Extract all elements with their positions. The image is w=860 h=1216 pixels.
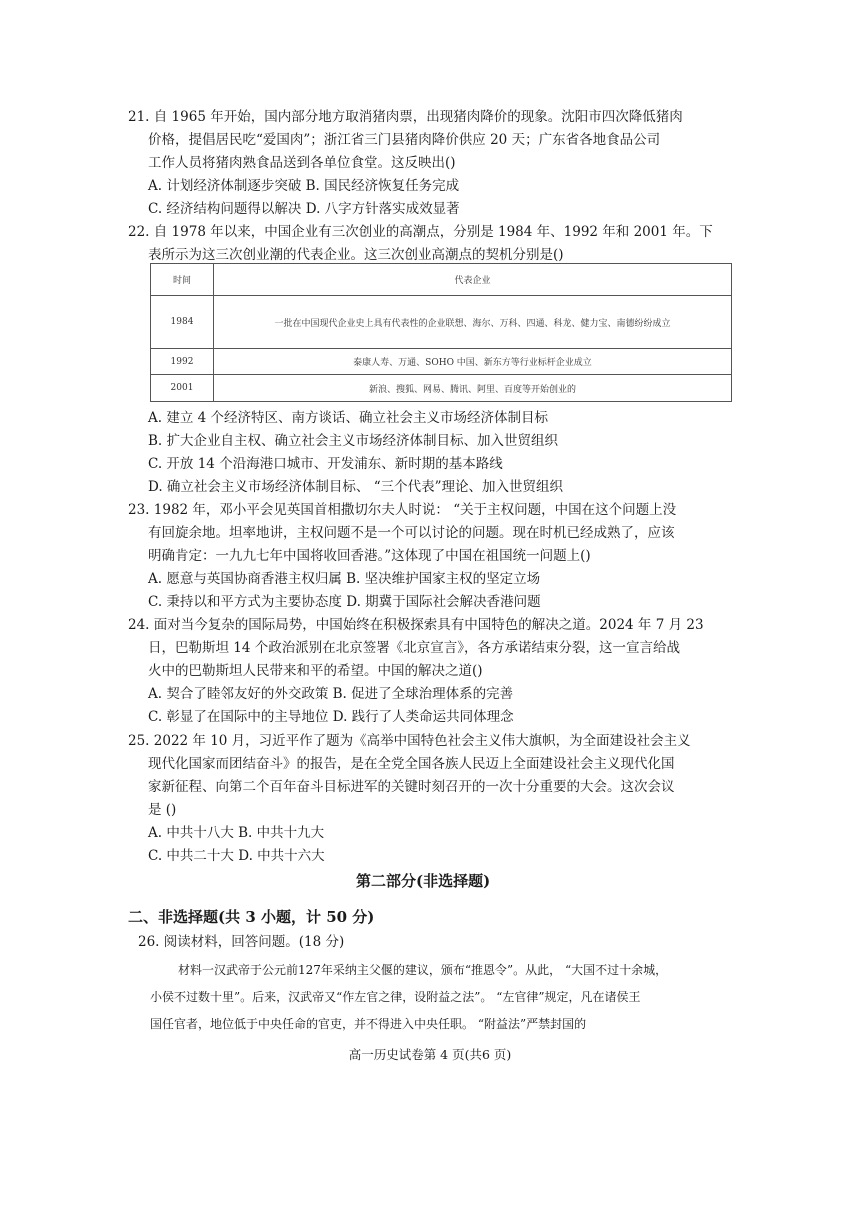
q25-stem-line-1: 25. 2022 年 10 月，习近平作了题为《高举中国特色社会主义伟大旗帜，为全面建设社会主义 bbox=[128, 733, 691, 749]
table-header-time: 时间 bbox=[151, 264, 214, 296]
q22-option-c: C. 开放 14 个沿海港口城市、开发浦东、新时期的基本路线 bbox=[148, 456, 503, 472]
q26-material-line-2: 小侯不过数十里”。后来，汉武帝又“作左官之律，设附益之法”。 “左官律”规定，凡在诸侯王 bbox=[150, 990, 641, 1004]
q21-stem-line-3: 工作人员将猪肉熟食品送到各单位食堂。这反映出() bbox=[148, 155, 456, 171]
q24-stem-line-1: 24. 面对当今复杂的国际局势，中国始终在积极探索具有中国特色的解决之道。2024 年 7 月 23 bbox=[128, 617, 704, 633]
q25-option-cd: C. 中共二十大 D. 中共十六大 bbox=[148, 848, 325, 864]
q25-stem-line-2: 现代化国家而团结奋斗》的报告，是在全党全国各族人民迈上全面建设社会主义现代化国 bbox=[148, 756, 675, 772]
page-footer: 高一历史试卷第 4 页(共6 页) bbox=[348, 1047, 512, 1062]
q21-stem-line-1: 21. 自 1965 年开始，国内部分地方取消猪肉票，出现猪肉降价的现象。沈阳市四次降低猪肉 bbox=[128, 109, 683, 125]
q21-option-ab: A. 计划经济体制逐步突破 B. 国民经济恢复任务完成 bbox=[148, 178, 460, 194]
table-header-row bbox=[151, 264, 732, 296]
q24-stem-line-3: 火中的巴勒斯坦人民带来和平的希望。中国的解决之道() bbox=[148, 663, 483, 679]
table-cell-year: 1984 bbox=[151, 296, 214, 349]
q22-option-b: B. 扩大企业自主权、确立社会主义市场经济体制目标、加入世贸组织 bbox=[148, 433, 559, 449]
q26-material-line-3: 国任官者，地位低于中央任命的官吏，并不得进入中央任职。 “附益法”严禁封国的 bbox=[150, 1017, 587, 1031]
q23-stem-line-3: 明确肯定：一九九七年中国将收回香港。”这体现了中国在祖国统一问题上() bbox=[148, 548, 591, 564]
section-two-title: 二、非选择题(共 3 小题，计 50 分) bbox=[128, 908, 375, 926]
table-cell-year: 1992 bbox=[151, 349, 214, 375]
q23-stem-line-2: 有回旋余地。坦率地讲，主权问题不是一个可以讨论的问题。现在时机已经成熟了，应该 bbox=[148, 525, 675, 541]
table-header-enterprises: 代表企业 bbox=[214, 264, 732, 296]
q22-stem-line-1: 22. 自 1978 年以来，中国企业有三次创业的高潮点，分别是 1984 年、1992 年和 2001 年。下 bbox=[128, 224, 713, 240]
q26-material-line-1: 材料一汉武帝于公元前127年采纳主父偃的建议，颁布“推恩令”。从此， “大国不过十余城， bbox=[178, 963, 668, 977]
q24-stem-line-2: 日，巴勒斯坦 14 个政治派别在北京签署《北京宣言》，各方承诺结束分裂，这一宣言给战 bbox=[148, 640, 681, 656]
q23-option-ab: A. 愿意与英国协商香港主权归属 B. 坚决维护国家主权的坚定立场 bbox=[148, 571, 541, 587]
q21-option-cd: C. 经济结构问题得以解决 D. 八字方针落实成效显著 bbox=[148, 201, 460, 217]
q24-option-ab: A. 契合了睦邻友好的外交政策 B. 促进了全球治理体系的完善 bbox=[148, 686, 514, 702]
q26-stem: 26. 阅读材料，回答问题。(18 分) bbox=[138, 934, 345, 950]
table-row bbox=[151, 375, 732, 402]
table-cell-year: 2001 bbox=[151, 375, 214, 402]
q23-stem-line-1: 23. 1982 年，邓小平会见英国首相撒切尔夫人时说： “关于主权问题，中国在这个问题上没 bbox=[128, 502, 677, 518]
q24-option-cd: C. 彰显了在国际中的主导地位 D. 践行了人类命运共同体理念 bbox=[148, 709, 514, 725]
q22-option-a: A. 建立 4 个经济特区、南方谈话、确立社会主义市场经济体制目标 bbox=[148, 410, 549, 426]
table-cell-enterprises: 新浪、搜狐、网易、腾讯、阿里、百度等开始创业的 bbox=[214, 375, 732, 402]
table-cell-enterprises: 泰康人寿、万通、SOHO 中国、新东方等行业标杆企业成立 bbox=[214, 349, 732, 375]
enterprise-table bbox=[150, 263, 732, 402]
q21-stem-line-2: 价格，提倡居民吃“爱国肉”；浙江省三门县猪肉降价供应 20 天；广东省各地食品公司 bbox=[148, 132, 661, 148]
q25-stem-line-4: 是 () bbox=[148, 802, 177, 818]
table-row bbox=[151, 349, 732, 375]
table-cell-enterprises: 一批在中国现代企业史上具有代表性的企业联想、海尔、万科、四通、科龙、健力宝、南德纷纷成立 bbox=[214, 296, 732, 349]
q22-option-d: D. 确立社会主义市场经济体制目标、 “三个代表”理论、加入世贸组织 bbox=[148, 479, 564, 495]
part-two-title: 第二部分(非选择题) bbox=[356, 872, 491, 890]
q25-stem-line-3: 家新征程、向第二个百年奋斗目标进军的关键时刻召开的一次十分重要的大会。这次会议 bbox=[148, 779, 675, 795]
table-row bbox=[151, 296, 732, 349]
q23-option-cd: C. 秉持以和平方式为主要协态度 D. 期冀于国际社会解决香港问题 bbox=[148, 594, 541, 610]
q22-stem-line-2: 表所示为这三次创业潮的代表企业。这三次创业高潮点的契机分别是() bbox=[148, 247, 564, 263]
q25-option-ab: A. 中共十八大 B. 中共十九大 bbox=[148, 825, 325, 841]
